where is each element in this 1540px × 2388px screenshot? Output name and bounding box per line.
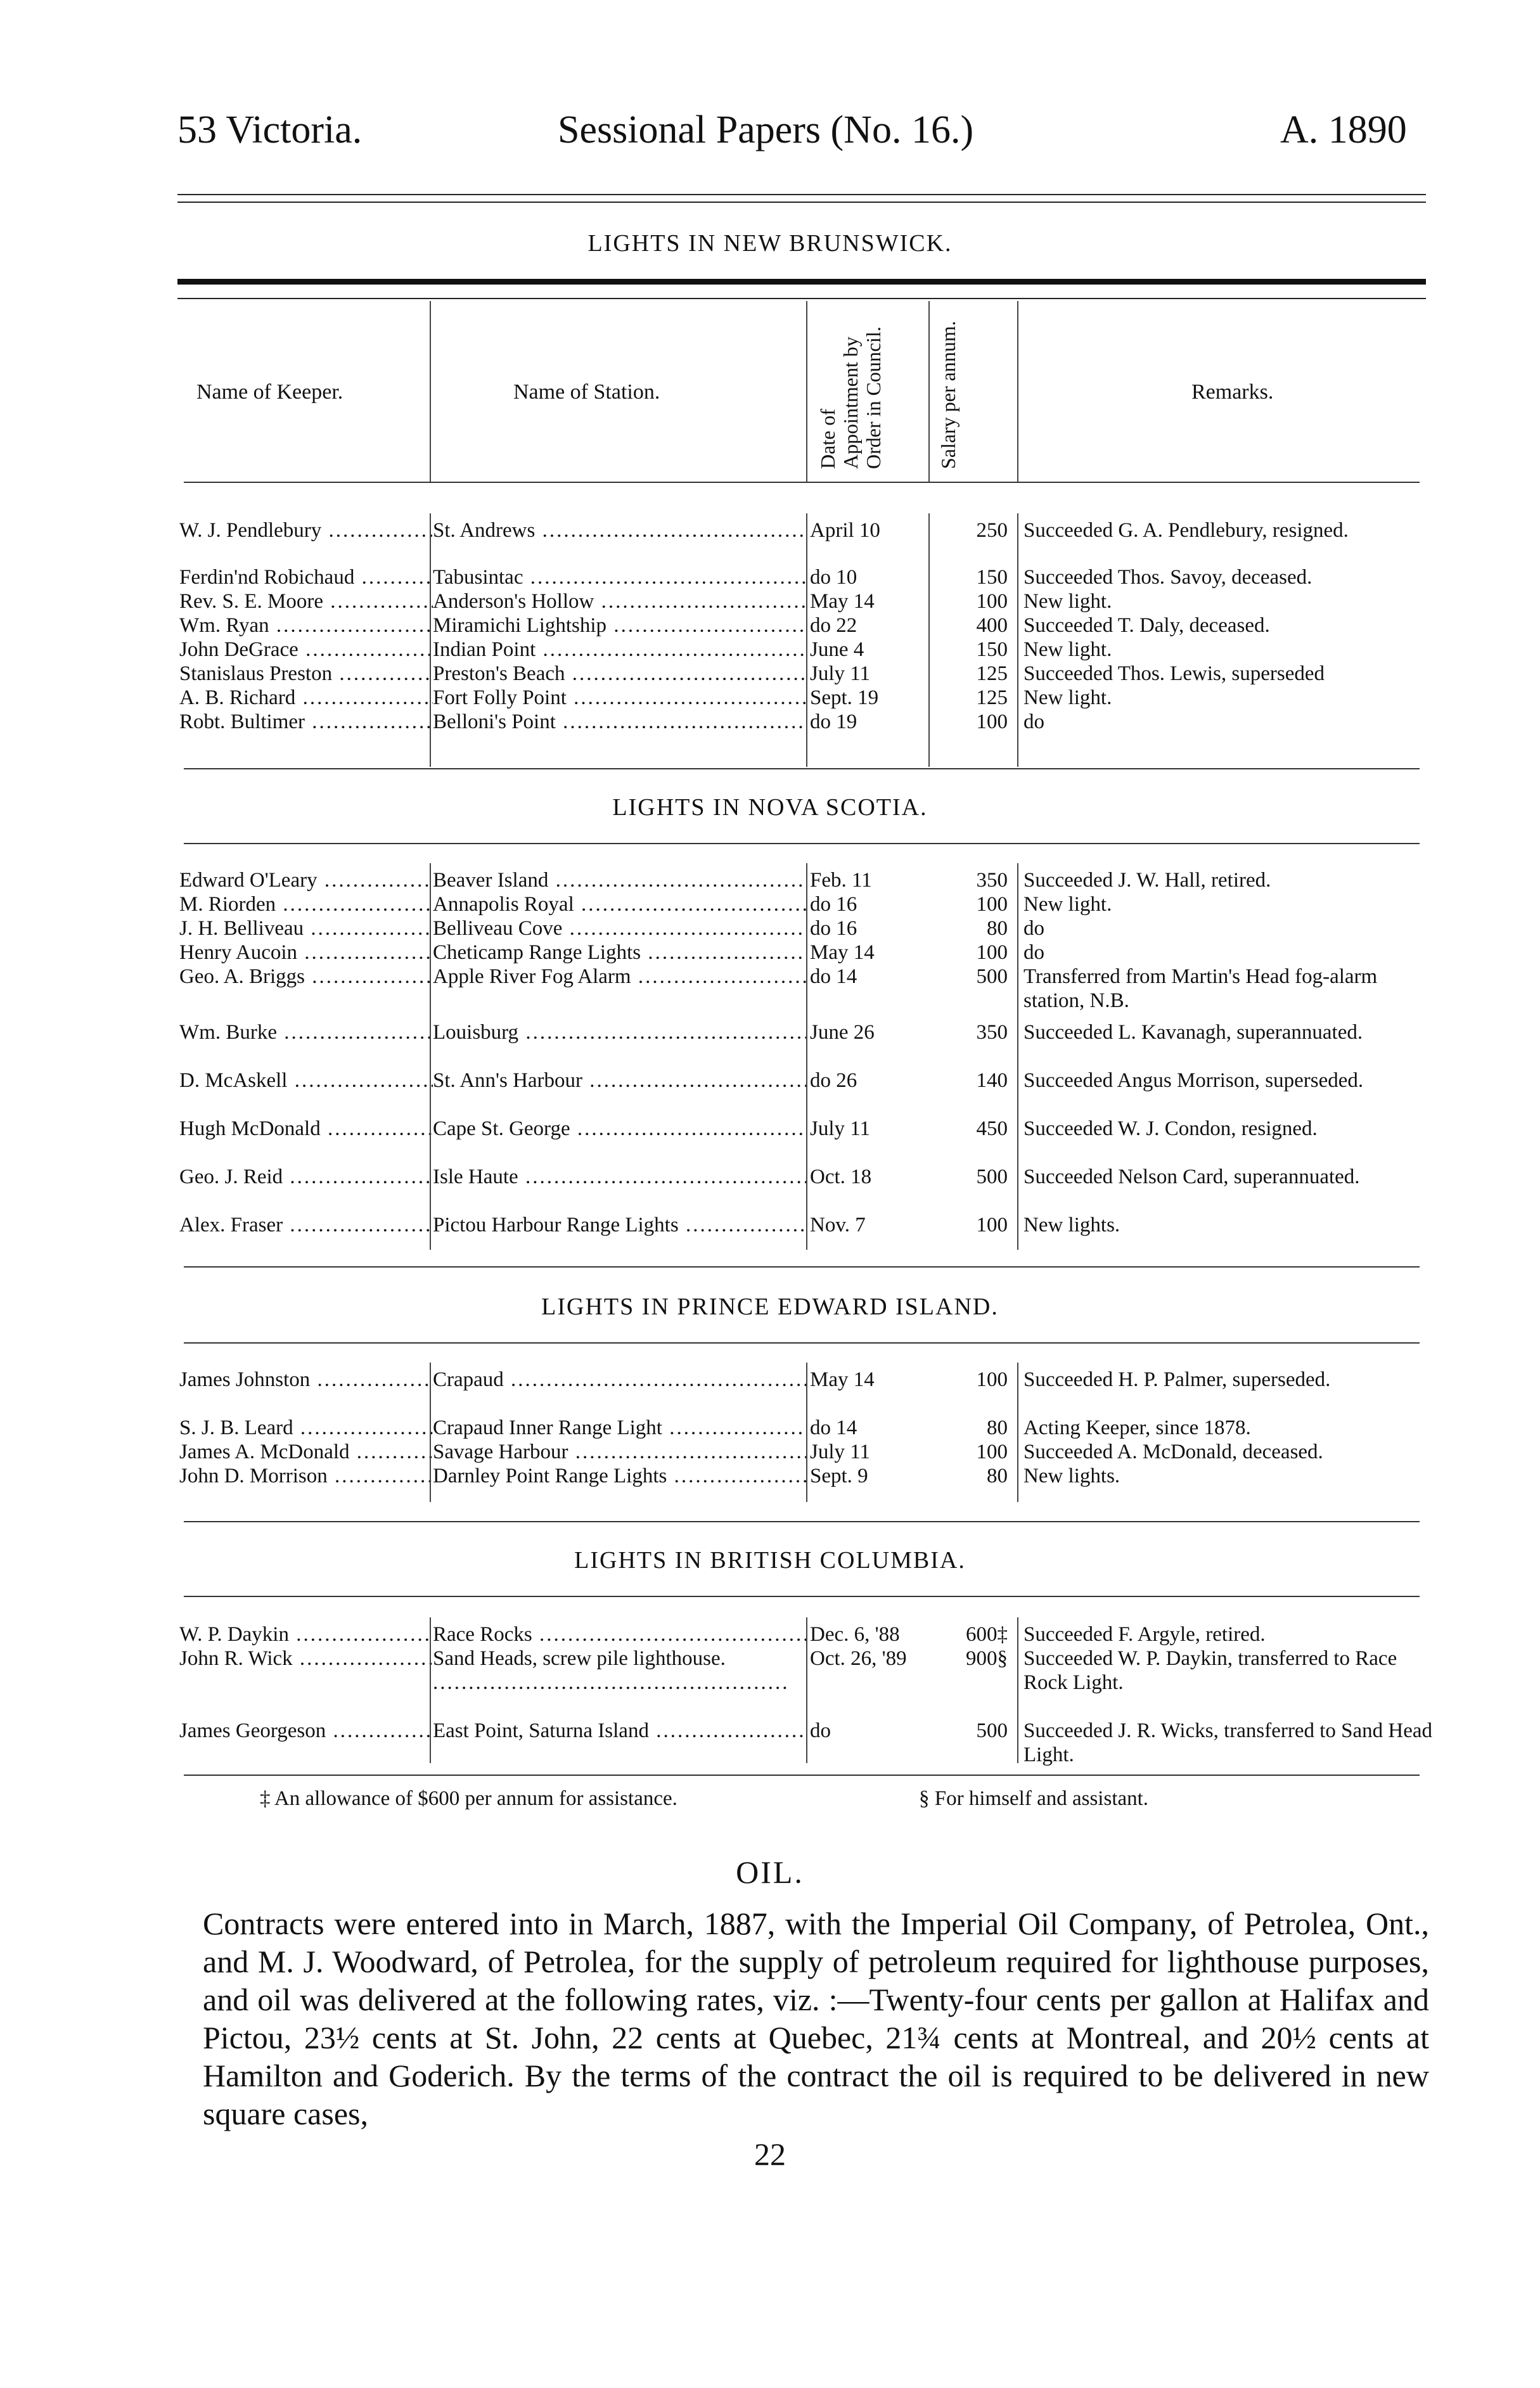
keeper-name: W. J. Pendlebury ..... — [179, 518, 433, 542]
column-divider — [430, 513, 431, 767]
keeper-name: James Johnston ..... — [179, 1368, 433, 1392]
section-title-british-columbia: LIGHTS IN BRITISH COLUMBIA. — [574, 1547, 966, 1574]
column-header-station: Name of Station. — [513, 380, 660, 404]
appointment-date: June 26 — [810, 1021, 875, 1044]
station-name: Pictou Harbour Range Lights ..... — [433, 1213, 807, 1237]
remarks: Succeeded W. P. Daykin, transferred to Race Rock Light. — [1023, 1647, 1397, 1694]
section-rule — [184, 1266, 1420, 1268]
remarks: Transferred from Martin's Head fog-alarm station, N.B. — [1023, 965, 1378, 1012]
oil-paragraph: Contracts were entered into in March, 1887, with the Imperial Oil Company, of Petrolea, Ont., and M. J. Woodward, of Petrolea, for the supply of petroleum required for lighthouse purposes, and oil was delivered at the following rates, viz. :—Twenty-four cents per gallon at Halifax and Pictou, 23½ cents at St. John, 22 cents at Quebec, 21¾ cents at Montreal, and 20½ cents at Hamilton and Goderich. By the terms of the contract the oil is required to be delivered in new square cases, — [203, 1906, 1429, 2131]
appointment-date: Feb. 11 — [810, 869, 872, 892]
salary: 100 — [976, 893, 1008, 916]
station-name: Darnley Point Range Lights ..... — [433, 1464, 807, 1488]
column-divider — [430, 1363, 431, 1502]
keeper-name: Henry Aucoin ..... — [179, 940, 433, 965]
keeper-name: S. J. B. Leard ..... — [179, 1416, 433, 1440]
keeper-name: W. P. Daykin ..... — [179, 1622, 433, 1647]
station-name: Apple River Fog Alarm ..... — [433, 965, 807, 989]
station-name: Annapolis Royal ..... — [433, 892, 807, 916]
appointment-date: Sept. 19 — [810, 686, 879, 709]
appointment-date: Oct. 18 — [810, 1165, 872, 1188]
keeper-name: J. H. Belliveau ..... — [179, 916, 433, 940]
station-name: Anderson's Hollow ..... — [433, 589, 807, 613]
header-session: 53 Victoria. — [177, 108, 363, 151]
header-title: Sessional Papers (No. 16.) — [558, 108, 974, 151]
station-name: St. Ann's Harbour ..... — [433, 1069, 807, 1093]
footnote-assistant: § For himself and assistant. — [919, 1787, 1149, 1810]
salary: 80 — [987, 1465, 1008, 1487]
remarks: Succeeded L. Kavanagh, superannuated. — [1023, 1021, 1363, 1044]
salary: 100 — [976, 590, 1008, 613]
keeper-name: Ferdin'nd Robichaud ..... — [179, 565, 433, 589]
keeper-name: John DeGrace ..... — [179, 638, 433, 662]
station-name: Cape St. George ..... — [433, 1117, 807, 1141]
salary: 600‡ — [966, 1623, 1008, 1646]
salary: 140 — [976, 1069, 1008, 1092]
column-divider — [1017, 1617, 1018, 1763]
appointment-date: May 14 — [810, 590, 875, 613]
salary: 150 — [976, 638, 1008, 661]
keeper-name: Hugh McDonald ..... — [179, 1117, 433, 1141]
appointment-date: do 22 — [810, 614, 857, 637]
remarks: New light. — [1023, 686, 1112, 709]
keeper-name: Robt. Bultimer ..... — [179, 710, 433, 734]
section-rule — [184, 843, 1420, 844]
keeper-name: John R. Wick ..... — [179, 1647, 433, 1671]
remarks: Succeeded H. P. Palmer, superseded. — [1023, 1368, 1331, 1391]
column-divider — [806, 513, 807, 767]
remarks: do — [1023, 917, 1044, 940]
oil-heading: OIL. — [736, 1854, 804, 1890]
column-divider — [1017, 1363, 1018, 1502]
keeper-name: Stanislaus Preston ..... — [179, 662, 433, 686]
appointment-date: do 14 — [810, 1416, 857, 1439]
appointment-date: May 14 — [810, 1368, 875, 1391]
remarks: Succeeded Nelson Card, superannuated. — [1023, 1165, 1360, 1188]
remarks: Succeeded Angus Morrison, superseded. — [1023, 1069, 1364, 1092]
salary: 250 — [976, 519, 1008, 542]
appointment-date: Nov. 7 — [810, 1214, 866, 1236]
column-divider — [1017, 301, 1018, 482]
station-name: Sand Heads, screw pile lighthouse. ..... — [433, 1647, 788, 1695]
remarks: Succeeded T. Daly, deceased. — [1023, 614, 1270, 637]
station-name: Crapaud ..... — [433, 1368, 807, 1392]
keeper-name: James Georgeson ..... — [179, 1719, 433, 1743]
footnote-allowance: ‡ An allowance of $600 per annum for assistance. — [260, 1787, 677, 1810]
remarks: New light. — [1023, 590, 1112, 613]
column-divider — [806, 863, 807, 1250]
salary: 450 — [976, 1117, 1008, 1140]
keeper-name: John D. Morrison ..... — [179, 1464, 433, 1488]
salary: 500 — [976, 1719, 1008, 1742]
column-divider — [430, 301, 431, 482]
station-name: Belloni's Point ..... — [433, 710, 807, 734]
section-title-new-brunswick: LIGHTS IN NEW BRUNSWICK. — [587, 230, 953, 257]
section-rule — [184, 1342, 1420, 1344]
appointment-date: April 10 — [810, 519, 880, 542]
station-name: Cheticamp Range Lights ..... — [433, 940, 807, 965]
appointment-date: July 11 — [810, 662, 871, 685]
remarks: New lights. — [1023, 1214, 1120, 1236]
remarks: Succeeded J. W. Hall, retired. — [1023, 869, 1271, 892]
column-divider — [1017, 513, 1018, 767]
column-divider — [928, 513, 930, 767]
appointment-date: do 19 — [810, 710, 857, 733]
column-divider — [806, 301, 807, 482]
appointment-date: do 10 — [810, 566, 857, 589]
salary: 80 — [987, 1416, 1008, 1439]
salary: 350 — [976, 1021, 1008, 1044]
salary: 400 — [976, 614, 1008, 637]
keeper-name: Geo. A. Briggs ..... — [179, 965, 433, 989]
keeper-name: A. B. Richard ..... — [179, 686, 433, 710]
salary: 350 — [976, 869, 1008, 892]
salary: 125 — [976, 686, 1008, 709]
keeper-name: Alex. Fraser ..... — [179, 1213, 433, 1237]
station-name: Miramichi Lightship ..... — [433, 613, 807, 638]
station-name: Race Rocks ..... — [433, 1622, 807, 1647]
table-top-rule — [177, 279, 1426, 285]
appointment-date: May 14 — [810, 941, 875, 964]
table-bottom-rule — [184, 1775, 1420, 1776]
column-header-salary-text: Salary per annum. — [937, 321, 959, 469]
appointment-date: do 26 — [810, 1069, 857, 1092]
section-rule — [184, 1521, 1420, 1522]
column-divider — [430, 1617, 431, 1763]
keeper-name: Rev. S. E. Moore ..... — [179, 589, 433, 613]
page-number: 22 — [754, 2136, 786, 2172]
salary: 100 — [976, 1214, 1008, 1236]
header-rule-bottom — [177, 202, 1426, 203]
remarks: New light. — [1023, 638, 1112, 661]
appointment-date: Dec. 6, '88 — [810, 1623, 900, 1646]
appointment-date: Oct. 26, '89 — [810, 1647, 907, 1670]
remarks: Succeeded W. J. Condon, resigned. — [1023, 1117, 1318, 1140]
remarks: Succeeded A. McDonald, deceased. — [1023, 1441, 1323, 1463]
station-name: Savage Harbour ..... — [433, 1440, 807, 1464]
keeper-name: Wm. Ryan ..... — [179, 613, 433, 638]
station-name: Fort Folly Point ..... — [433, 686, 807, 710]
appointment-date: do — [810, 1719, 831, 1742]
table-top-rule-thin — [177, 298, 1426, 299]
salary: 100 — [976, 941, 1008, 964]
appointment-date: do 16 — [810, 917, 857, 940]
salary: 125 — [976, 662, 1008, 685]
remarks: Succeeded Thos. Lewis, superseded — [1023, 662, 1325, 685]
salary: 500 — [976, 1165, 1008, 1188]
keeper-name: Wm. Burke ..... — [179, 1020, 433, 1044]
column-header-salary — [937, 298, 959, 469]
salary: 80 — [987, 917, 1008, 940]
appointment-date: July 11 — [810, 1117, 871, 1140]
appointment-date: do 16 — [810, 893, 857, 916]
salary: 150 — [976, 566, 1008, 589]
column-divider — [1017, 863, 1018, 1250]
section-rule — [184, 768, 1420, 769]
column-header-remarks: Remarks. — [1191, 380, 1274, 404]
salary: 900§ — [966, 1647, 1008, 1670]
keeper-name: D. McAskell ..... — [179, 1069, 433, 1093]
station-name: Louisburg ..... — [433, 1020, 807, 1044]
remarks: Succeeded G. A. Pendlebury, resigned. — [1023, 519, 1349, 542]
column-header-date-text: Date of Appointment by Order in Council. — [816, 326, 885, 469]
column-header-keeper: Name of Keeper. — [196, 380, 343, 404]
keeper-name: M. Riorden ..... — [179, 892, 433, 916]
header-year: A. 1890 — [1280, 108, 1407, 151]
keeper-name: James A. McDonald ..... — [179, 1440, 433, 1464]
remarks: Succeeded J. R. Wicks, transferred to Sand Head Light. — [1023, 1719, 1433, 1766]
station-name: Belliveau Cove ..... — [433, 916, 807, 940]
remarks: Succeeded Thos. Savoy, deceased. — [1023, 566, 1312, 589]
station-name: Indian Point ..... — [433, 638, 807, 662]
salary: 500 — [976, 965, 1008, 988]
salary: 100 — [976, 1441, 1008, 1463]
keeper-name: Geo. J. Reid ..... — [179, 1165, 433, 1189]
column-divider — [806, 1363, 807, 1502]
station-name: Tabusintac ..... — [433, 565, 807, 589]
appointment-date: June 4 — [810, 638, 864, 661]
remarks: do — [1023, 710, 1044, 733]
section-title-prince-edward-island: LIGHTS IN PRINCE EDWARD ISLAND. — [541, 1294, 999, 1320]
column-divider — [806, 1617, 807, 1763]
header-rule-top — [177, 194, 1426, 195]
remarks: Succeeded F. Argyle, retired. — [1023, 1623, 1266, 1646]
station-name: Crapaud Inner Range Light ..... — [433, 1416, 807, 1440]
station-name: Preston's Beach ..... — [433, 662, 807, 686]
salary: 100 — [976, 710, 1008, 733]
station-name: St. Andrews ..... — [433, 518, 807, 542]
section-rule — [184, 1596, 1420, 1597]
station-name: Beaver Island ..... — [433, 868, 807, 892]
salary: 100 — [976, 1368, 1008, 1391]
station-name: Isle Haute ..... — [433, 1165, 807, 1189]
remarks: New light. — [1023, 893, 1112, 916]
column-header-date — [816, 298, 885, 469]
appointment-date: July 11 — [810, 1441, 871, 1463]
appointment-date: Sept. 9 — [810, 1465, 868, 1487]
remarks: Acting Keeper, since 1878. — [1023, 1416, 1251, 1439]
section-title-nova-scotia: LIGHTS IN NOVA SCOTIA. — [612, 794, 928, 821]
column-divider — [928, 301, 930, 482]
appointment-date: do 14 — [810, 965, 857, 988]
column-header-rule — [184, 482, 1420, 483]
remarks: New lights. — [1023, 1465, 1120, 1487]
remarks: do — [1023, 941, 1044, 964]
keeper-name: Edward O'Leary ..... — [179, 868, 433, 892]
column-divider — [430, 863, 431, 1250]
station-name: East Point, Saturna Island ..... — [433, 1719, 807, 1743]
